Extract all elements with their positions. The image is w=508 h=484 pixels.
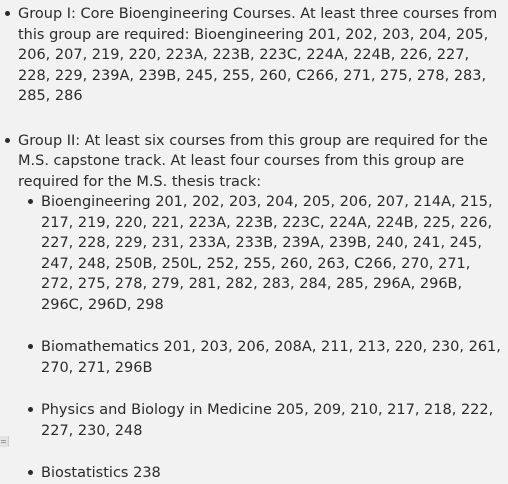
resize-handle-icon[interactable] [0, 436, 9, 447]
group-2-sublist [0, 192, 508, 484]
bullet-icon [5, 4, 11, 25]
group-2-text: Group II: At least six courses from this group are required for the M.S. capstone track. At least four courses from this group are required for the M.S. thesis track: [18, 132, 488, 190]
bullet-icon [28, 192, 34, 213]
sublist-item-text: Physics and Biology in Medicine 205, 209, 210, 217, 218, 222, 227, 230, 248 [41, 402, 494, 439]
sublist-item-physics-biology-medicine [0, 400, 508, 441]
sublist-item-text: Biomathematics 201, 203, 206, 208A, 211, 213, 220, 230, 261, 270, 271, 296B [41, 339, 501, 376]
sublist-item-text: Biostatistics 238 [41, 465, 161, 481]
list-item-group-2 [0, 131, 508, 193]
group-1-text: Group I: Core Bioengineering Courses. At least three courses from this group are required: Bioengineering 201, 202, 203, 204, 205, 206, 207, 219, 220, 223A, 223B, 223C, 224A, 224B, 226, 227, 228, 229, 239A, 239B, 245, 255, 260, C266, 271, 275, 278, 283, 285, 286 [18, 6, 498, 104]
bullet-icon [28, 400, 34, 421]
course-requirements [0, 4, 508, 484]
bullet-icon [28, 337, 34, 358]
list-item-group-1 [0, 4, 508, 107]
sublist-item-text: Bioengineering 201, 202, 203, 204, 205, 206, 207, 214A, 215, 217, 219, 220, 221, 223A, 223B, 223C, 224A, 224B, 225, 226, 227, 228, 229, 231, 233A, 233B, 239A, 239B, 240, 241, 245, 247, 248, 250B, 250L, 252, 255, 260, 263, C266, 270, 271, 272, 275, 278, 279, 281, 282, 283, 284, 285, 296A, 296B, 296C, 296D, 298 [41, 194, 493, 313]
bullet-icon [28, 463, 34, 484]
sublist-item-biostatistics [0, 463, 508, 484]
sublist-item-bioengineering [0, 192, 508, 315]
sublist-item-biomathematics [0, 337, 508, 378]
bullet-icon [5, 131, 11, 152]
